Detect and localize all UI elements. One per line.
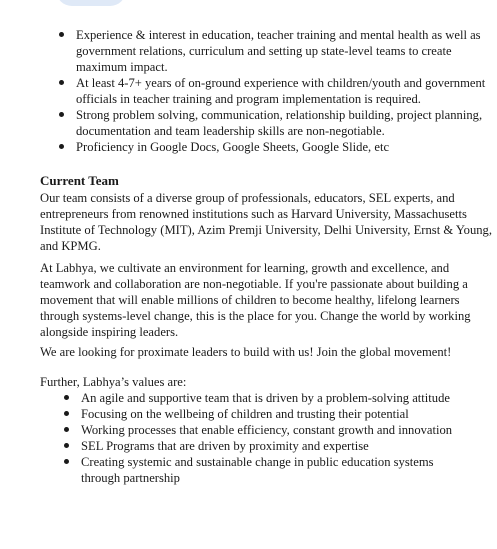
list-item: Proficiency in Google Docs, Google Sheets, Google Slide, etc xyxy=(57,139,492,155)
section-heading-current-team: Current Team xyxy=(40,173,119,188)
list-item: Creating systemic and sustainable change in public education systems through partnership xyxy=(63,454,463,486)
list-item: Working processes that enable efficiency, constant growth and innovation xyxy=(63,422,463,438)
values-intro: Further, Labhya’s values are: xyxy=(40,375,187,389)
list-item: Experience & interest in education, teacher training and mental health as well as government relations, curriculum and setting up state-level teams to create maximum impact. xyxy=(57,27,492,75)
requirements-list xyxy=(57,27,492,155)
environment-paragraph: At Labhya, we cultivate an environment for learning, growth and excellence, and teamwork and collaboration are non-negotiable. If you're passionate about building a movement that will enable millions of children to become healthy, lifelong learners through systems-level change, this is the place for you. Change the world by working alongside inspiring leaders. xyxy=(40,261,471,339)
list-item: Focusing on the wellbeing of children and trusting their potential xyxy=(63,406,463,422)
current-team-paragraph: Our team consists of a diverse group of professionals, educators, SEL experts, and entrepreneurs from renowned institutions such as Harvard University, Massachusetts Institute of Technology (MIT), Azim Premji University, Delhi University, Ernst & Young, and KPMG. xyxy=(40,191,492,253)
list-item: An agile and supportive team that is driven by a problem-solving attitude xyxy=(63,390,463,406)
list-item: Strong problem solving, communication, relationship building, project planning, documentation and team leadership skills are non-negotiable. xyxy=(57,107,492,139)
header-decoration xyxy=(56,0,126,6)
list-item: At least 4-7+ years of on-ground experience with children/youth and government officials in teacher training and program implementation is required. xyxy=(57,75,492,107)
list-item: SEL Programs that are driven by proximity and expertise xyxy=(63,438,463,454)
join-paragraph: We are looking for proximate leaders to build with us! Join the global movement! xyxy=(40,345,452,359)
values-list xyxy=(63,390,463,486)
